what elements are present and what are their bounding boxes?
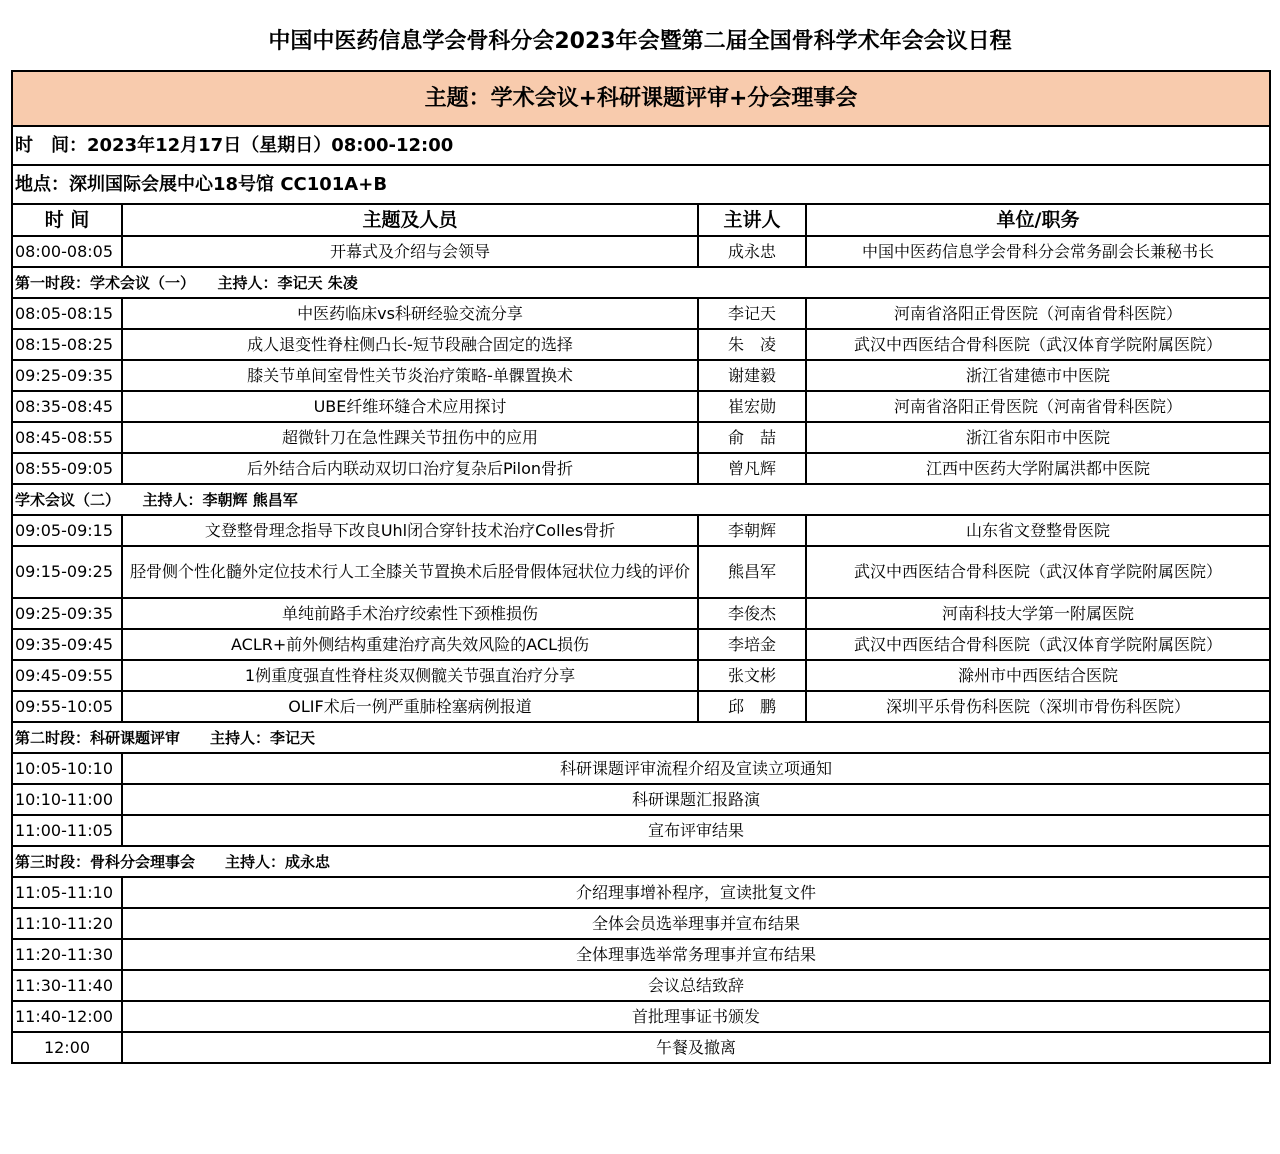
row-time: 09:15-09:25 <box>12 546 122 598</box>
table-row <box>12 908 1270 939</box>
row-unit: 浙江省建德市中医院 <box>806 360 1270 391</box>
row-speaker: 李培金 <box>698 629 806 660</box>
row-unit: 河南省洛阳正骨医院（河南省骨科医院） <box>806 391 1270 422</box>
row-unit: 武汉中西医结合骨科医院（武汉体育学院附属医院） <box>806 546 1270 598</box>
row-unit: 武汉中西医结合骨科医院（武汉体育学院附属医院） <box>806 629 1270 660</box>
table-row <box>12 691 1270 722</box>
table-row <box>12 329 1270 360</box>
row-topic: 成人退变性脊柱侧凸长-短节段融合固定的选择 <box>122 329 698 360</box>
header-unit: 单位/职务 <box>806 204 1270 236</box>
location-info: 地点：深圳国际会展中心18号馆 CC101A+B <box>12 165 1270 204</box>
row-time: 10:10-11:00 <box>12 784 122 815</box>
row-speaker: 李记天 <box>698 298 806 329</box>
schedule-table <box>11 70 1271 1064</box>
section-heading-1: 第一时段：学术会议（一） 主持人：李记天 朱凌 <box>12 267 1270 298</box>
table-row <box>12 629 1270 660</box>
row-speaker: 邱 鹏 <box>698 691 806 722</box>
column-header-row <box>12 204 1270 236</box>
row-topic: 宣布评审结果 <box>122 815 1270 846</box>
table-row <box>12 753 1270 784</box>
row-topic: OLIF术后一例严重肺栓塞病例报道 <box>122 691 698 722</box>
row-topic: 科研课题汇报路演 <box>122 784 1270 815</box>
row-time: 11:30-11:40 <box>12 970 122 1001</box>
row-topic: 午餐及撤离 <box>122 1032 1270 1063</box>
table-row <box>12 453 1270 484</box>
page-title: 中国中医药信息学会骨科分会2023年会暨第二届全国骨科学术年会会议日程 <box>268 29 1012 54</box>
row-topic: 文登整骨理念指导下改良Uhl闭合穿针技术治疗Colles骨折 <box>122 515 698 546</box>
row-topic: 膝关节单间室骨性关节炎治疗策略-单髁置换术 <box>122 360 698 391</box>
section-heading-4: 第三时段：骨科分会理事会 主持人：成永忠 <box>12 846 1270 877</box>
row-speaker: 李朝辉 <box>698 515 806 546</box>
table-row <box>12 1001 1270 1032</box>
row-topic: 全体会员选举理事并宣布结果 <box>122 908 1270 939</box>
row-topic: 中医药临床vs科研经验交流分享 <box>122 298 698 329</box>
row-speaker: 李俊杰 <box>698 598 806 629</box>
row-unit: 深圳平乐骨伤科医院（深圳市骨伤科医院） <box>806 691 1270 722</box>
row-time: 09:45-09:55 <box>12 660 122 691</box>
table-row <box>12 660 1270 691</box>
row-topic: 科研课题评审流程介绍及宣读立项通知 <box>122 753 1270 784</box>
row-time: 09:25-09:35 <box>12 598 122 629</box>
row-time: 08:00-08:05 <box>12 236 122 267</box>
section-heading-3: 第二时段：科研课题评审 主持人：李记天 <box>12 722 1270 753</box>
row-topic: 首批理事证书颁发 <box>122 1001 1270 1032</box>
section-heading-2: 学术会议（二） 主持人：李朝辉 熊昌军 <box>12 484 1270 515</box>
table-row <box>12 1032 1270 1063</box>
row-topic: UBE纤维环缝合术应用探讨 <box>122 391 698 422</box>
row-time: 12:00 <box>12 1032 122 1063</box>
row-topic: 超微针刀在急性踝关节扭伤中的应用 <box>122 422 698 453</box>
row-speaker: 熊昌军 <box>698 546 806 598</box>
row-unit: 武汉中西医结合骨科医院（武汉体育学院附属医院） <box>806 329 1270 360</box>
table-row <box>12 515 1270 546</box>
row-time: 09:35-09:45 <box>12 629 122 660</box>
row-speaker: 俞 喆 <box>698 422 806 453</box>
row-time: 11:40-12:00 <box>12 1001 122 1032</box>
row-time: 11:00-11:05 <box>12 815 122 846</box>
row-topic: 全体理事选举常务理事并宣布结果 <box>122 939 1270 970</box>
opening-row <box>12 236 1270 267</box>
row-speaker: 成永忠 <box>698 236 806 267</box>
row-topic: 后外结合后内联动双切口治疗复杂后Pilon骨折 <box>122 453 698 484</box>
row-time: 11:10-11:20 <box>12 908 122 939</box>
row-topic: 胫骨侧个性化髓外定位技术行人工全膝关节置换术后胫骨假体冠状位力线的评价 <box>122 546 698 598</box>
row-time: 09:55-10:05 <box>12 691 122 722</box>
row-topic: 单纯前路手术治疗绞索性下颈椎损伤 <box>122 598 698 629</box>
row-speaker: 朱 凌 <box>698 329 806 360</box>
row-speaker: 曾凡辉 <box>698 453 806 484</box>
row-speaker: 张文彬 <box>698 660 806 691</box>
row-unit: 中国中医药信息学会骨科分会常务副会长兼秘书长 <box>806 236 1270 267</box>
row-time: 08:35-08:45 <box>12 391 122 422</box>
row-unit: 河南省洛阳正骨医院（河南省骨科医院） <box>806 298 1270 329</box>
row-time: 08:15-08:25 <box>12 329 122 360</box>
row-unit: 河南科技大学第一附属医院 <box>806 598 1270 629</box>
row-unit: 滁州市中西医结合医院 <box>806 660 1270 691</box>
header-speaker: 主讲人 <box>698 204 806 236</box>
header-topic: 主题及人员 <box>122 204 698 236</box>
table-row <box>12 939 1270 970</box>
table-row <box>12 422 1270 453</box>
row-time: 11:05-11:10 <box>12 877 122 908</box>
row-time: 09:25-09:35 <box>12 360 122 391</box>
row-topic: 介绍理事增补程序，宣读批复文件 <box>122 877 1270 908</box>
row-topic: 会议总结致辞 <box>122 970 1270 1001</box>
row-time: 08:55-09:05 <box>12 453 122 484</box>
row-time: 08:45-08:55 <box>12 422 122 453</box>
theme-banner: 主题：学术会议+科研课题评审+分会理事会 <box>12 71 1270 126</box>
table-row <box>12 391 1270 422</box>
row-time: 08:05-08:15 <box>12 298 122 329</box>
table-row <box>12 877 1270 908</box>
row-time: 11:20-11:30 <box>12 939 122 970</box>
row-topic: 1例重度强直性脊柱炎双侧髋关节强直治疗分享 <box>122 660 698 691</box>
row-speaker: 崔宏勋 <box>698 391 806 422</box>
row-unit: 山东省文登整骨医院 <box>806 515 1270 546</box>
time-info: 时 间：2023年12月17日（星期日）08:00-12:00 <box>12 126 1270 165</box>
table-row <box>12 298 1270 329</box>
table-row <box>12 815 1270 846</box>
table-row <box>12 360 1270 391</box>
header-time: 时 间 <box>12 204 122 236</box>
table-row <box>12 784 1270 815</box>
row-speaker: 谢建毅 <box>698 360 806 391</box>
table-row <box>12 598 1270 629</box>
row-time: 09:05-09:15 <box>12 515 122 546</box>
table-row <box>12 970 1270 1001</box>
table-row <box>12 546 1270 598</box>
row-topic: ACLR+前外侧结构重建治疗高失效风险的ACL损伤 <box>122 629 698 660</box>
row-unit: 江西中医药大学附属洪都中医院 <box>806 453 1270 484</box>
row-topic: 开幕式及介绍与会领导 <box>122 236 698 267</box>
row-unit: 浙江省东阳市中医院 <box>806 422 1270 453</box>
row-time: 10:05-10:10 <box>12 753 122 784</box>
